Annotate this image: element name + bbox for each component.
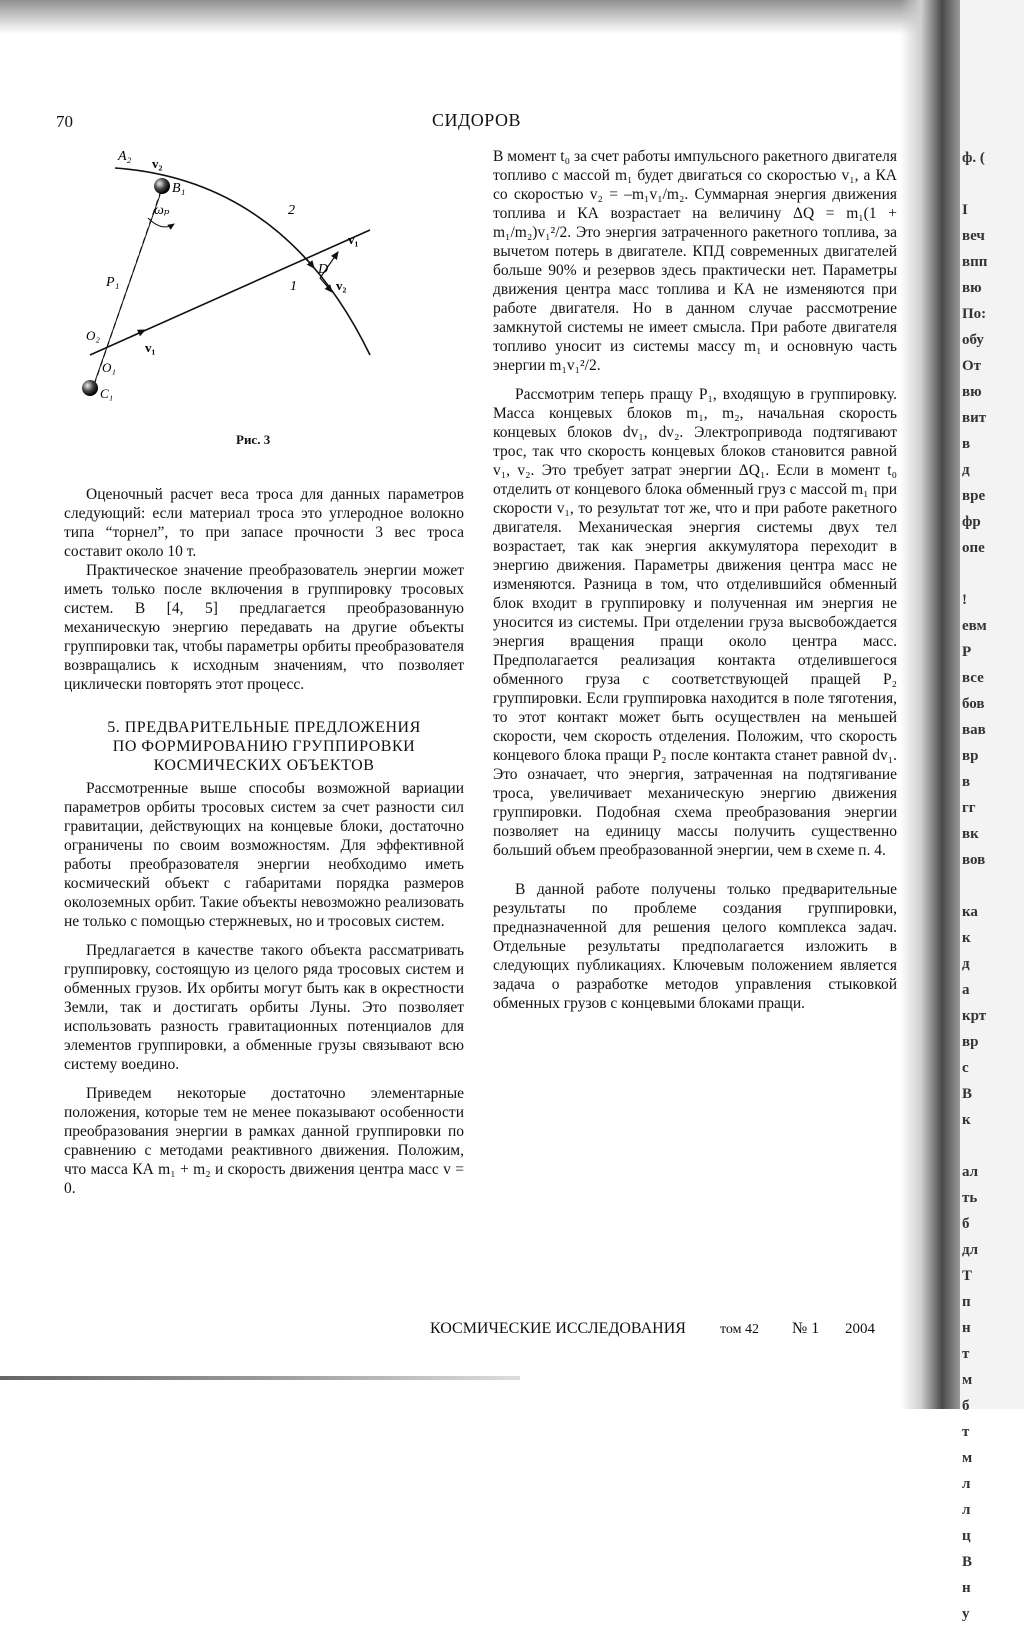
footer-journal-title: КОСМИЧЕСКИЕ ИССЛЕДОВАНИЯ xyxy=(430,1320,686,1337)
scan-gutter-shadow xyxy=(900,0,960,1409)
left-paragraph-2: Практическое значение преобразователь энергии может иметь только после включения в группировку тросовых систем. В [4, 5] предлагается преобразованную механическую энергию передавать на другие объекты группировки так, чтобы параметры орбиты преобразователя возвращались к исходным значениям, что позволяет циклически повторять этот процесс. xyxy=(64,562,464,693)
right-paragraph-1: В момент t₀ за счет работы импульсного ракетного двигателя топливо с массой m₁ будет двигаться со скоростью v₁, а КА со скоростью v₂ = –m₁v₁/m₂. Суммарная энергия движения топлива и КА возрастает на величину ΔQ = m₁(1 + m₁/m₂)v₁²/2. Это энергия затраченного ракетного топлива, за вычетом потерь в двигателе. КПД современных двигателей больше 90% и резервов здесь практически нет. Параметры движения центра масс топлива и КА не изменяются при работе двигателя. Но в данном случае рассмотрение замкнутой системы не имеет смысла. При работе двигателя топливо уносит из системы массу m₁ и основную часть энергии m₁v₁²/2. xyxy=(493,148,897,374)
label-v1-right: v₁ xyxy=(348,232,359,247)
left-paragraph-3: Рассмотренные выше способы возможной вариации параметров орбиты тросовых систем за счет разности сил гравитации, действующих на концевые блоки, достаточно ограничены по своим возможностям. Для эффективной работы преобразователя энергии необходимо иметь космический объект с габаритами порядка размеров околоземных орбит. Такие объекты невозможно реализовать не только с помощью стержневых, но и тросовых систем. xyxy=(64,780,464,930)
left-paragraph-5: Приведем некоторые достаточно элементарные положения, которые тем не менее показывают особенности преобразования энергии в рамках данной группировки по сравнению с методами реактивного движения. Положим, что масса КА m₁ + m₂ и скорость движения центра масс v = 0. xyxy=(64,1085,464,1197)
right-paragraph-2: Рассмотрим теперь пращу P₁, входящую в группировку. Масса концевых блоков m₁, m₂, начальная скорость концевых блоков dv₁, dv₂. Электропривода подтягивают трос, так что скорость концевых блоков становится равной v₁, v₂. Это требует затрат энергии ΔQ₁. Если в момент t₀ отделить от концевого блока обменный груз с массой m₁ при скорости v₁, то результат тот же, что и при работе ракетного двигателя. Механическая энергия системы двух тел возрастает, так как энергия аккумулятора переходит в энергию движения. Параметры движения центра масс не изменяются. Разница в том, что отделившийся обменный блок входит в группировку и полученная им энергия не уносится из системы. При отделении груза высвобождается энергия вращения пращи около центра масс. Предполагается реализация контакта отделившегося обменного груза с соответствующей пращей P₂ группировки. Если группировка находится в поле тяготения, то этот контакт может быть осуществлен на меньшей скорости, чем скорость отделения. Положим, что скорость концевого блока пращи P₂ после контакта станет равной dv₁. Это означает, что энергия, затраченная на подтягивание троса, увеличивает механическую энергию движения группировки. Подобная схема преобразования энергии позволяет на единицу массы получить существенно больший объем преобразованной энергии, чем в схеме п. 4. xyxy=(493,386,897,859)
line-1-arrow xyxy=(130,330,145,337)
page-number: 70 xyxy=(56,112,73,131)
label-p1: P₁ xyxy=(106,275,120,290)
label-omega: ωₚ xyxy=(154,203,170,218)
left-column xyxy=(64,485,464,1198)
right-column xyxy=(493,147,897,1013)
label-curve-2: 2 xyxy=(288,203,295,218)
label-b1: B₁ xyxy=(172,181,186,196)
scan-bottom-line xyxy=(0,1376,520,1380)
figure-orbit-diagram xyxy=(70,140,390,450)
label-a2: A₂ xyxy=(118,149,132,164)
section-heading-line-2: ПО ФОРМИРОВАНИЮ ГРУППИРОВКИ xyxy=(112,738,416,755)
label-v2-right: v₂ xyxy=(336,278,347,293)
section-heading-line-1: 5. ПРЕДВАРИТЕЛЬНЫЕ ПРЕДЛОЖЕНИЯ xyxy=(107,719,421,736)
section-heading xyxy=(64,718,464,775)
label-v1-left: v₁ xyxy=(145,340,156,355)
label-c1: C₁ xyxy=(100,386,114,401)
left-paragraph-4: Предлагается в качестве такого объекта рассматривать группировку, состоящую из целого ряда тросовых систем и обменных грузов. Их орбиты могут быть как в окрестности Земли, так и достигать орбиты Луны. Это позволяет использовать разность гравитационных потенциалов для элементов группировки, а обменные грузы связывают всю систему воедино. xyxy=(64,942,464,1073)
footer-volume: том 42 xyxy=(720,1322,760,1337)
right-paragraph-3: В данной работе получены только предварительные результаты по проблеме создания группировки, предназначенной для решения целого комплекса задач. Отдельные результаты предполагается изложить в следующих публикациях. Ключевым положением является задача о разработке методов управления стыковкой обменных грузов с концевыми блоками пращи. xyxy=(493,881,897,1012)
figure-caption: Рис. 3 xyxy=(236,432,271,447)
section-heading-line-3: КОСМИЧЕСКИХ ОБЪЕКТОВ xyxy=(153,757,375,774)
label-v2-top: v₂ xyxy=(152,156,163,171)
v2-arrow-D xyxy=(320,278,332,292)
label-d: D xyxy=(318,262,329,277)
label-o2: O₂ xyxy=(86,328,100,343)
footer-issue-number: № 1 xyxy=(792,1320,820,1337)
footer-year: 2004 xyxy=(845,1321,875,1337)
ball-c1 xyxy=(82,380,98,396)
scan-top-shadow xyxy=(0,0,1024,34)
label-o1: O₁ xyxy=(102,360,116,375)
next-page-edge-fragments: ф. ( I веч впп вю По: обу От вю вит в д вре фр опе ! евм P все бов вав вр в гг вк вов ка к д а крт вр с В к ал ть б дл Т п н т м б т м л л ц В н у xyxy=(962,150,988,1622)
running-head: СИДОРОВ xyxy=(432,110,522,130)
ball-b1 xyxy=(154,178,170,194)
label-line-1: 1 xyxy=(290,279,297,294)
curve-2-arrow xyxy=(306,258,314,268)
left-paragraph-1: Оценочный расчет веса троса для данных параметров следующий: если материал троса это углеродное волокно типа “торнел”, то при запасе прочности 3 вес троса составит около 10 т. xyxy=(64,486,464,560)
